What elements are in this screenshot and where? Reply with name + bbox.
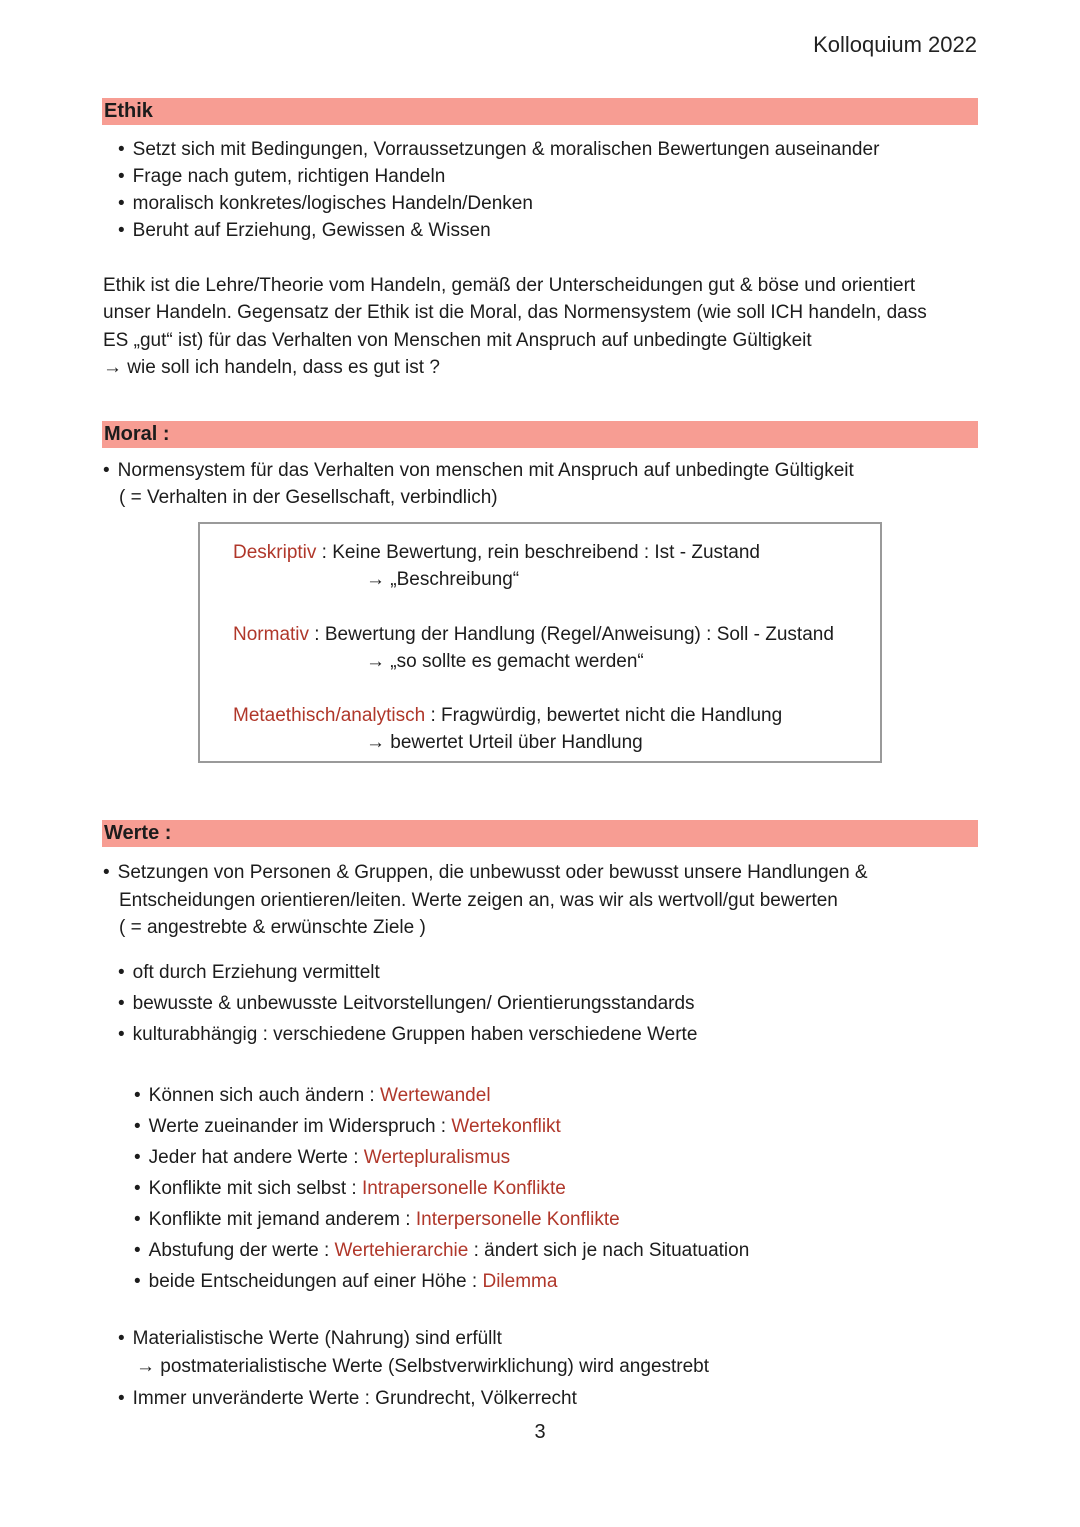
- werte-term-wertepluralismus: • Jeder hat andere Werte : Wertepluralismus: [134, 1144, 510, 1171]
- metaethisch-definition: : Fragwürdig, bewertet nicht die Handlung: [425, 705, 783, 726]
- moral-note: ( = Verhalten in der Gesellschaft, verbindlich): [119, 487, 498, 508]
- section-heading-werte: Werte :: [102, 820, 978, 847]
- term-wertehierarchie: Wertehierarchie: [334, 1240, 469, 1261]
- term-wertewandel: Wertewandel: [380, 1085, 491, 1106]
- werte-bullet-1: • oft durch Erziehung vermittelt: [118, 959, 380, 986]
- term-dilemma: Dilemma: [482, 1271, 558, 1292]
- ethik-paragraph-line-3: ES „gut“ ist) für das Verhalten von Menschen mit Anspruch auf unbedingte Gültigkeit: [103, 330, 812, 351]
- werte-intro-line-2: Entscheidungen orientieren/leiten. Werte zeigen an, was wir als wertvoll/gut bewerten: [119, 890, 838, 911]
- ethik-bullet-1: • Setzt sich mit Bedingungen, Vorraussetzungen & moralischen Bewertungen auseinander: [118, 136, 879, 163]
- term-metaethisch: Metaethisch/analytisch: [233, 705, 426, 726]
- box-metaethisch-line: [233, 702, 782, 729]
- werte-postmaterialistisch: → postmaterialistische Werte (Selbstverwirklichung) wird angestrebt: [136, 1356, 710, 1377]
- page-number: 3: [534, 1421, 546, 1443]
- term-wertepluralismus: Wertepluralismus: [363, 1147, 511, 1168]
- werte-intro-line-3: ( = angestrebte & erwünschte Ziele ): [119, 917, 426, 938]
- deskriptiv-definition: : Keine Bewertung, rein beschreibend : Ist - Zustand: [316, 542, 760, 563]
- werte-term-wertewandel: • Können sich auch ändern : Wertewandel: [134, 1082, 491, 1109]
- werte-term-interpersonelle-konflikte: • Konflikte mit jemand anderem : Interpersonelle Konflikte: [134, 1206, 620, 1233]
- werte-bullet-3: • kulturabhängig : verschiedene Gruppen haben verschiedene Werte: [118, 1021, 697, 1048]
- werte-unveraendert: • Immer unveränderte Werte : Grundrecht, Völkerrecht: [118, 1385, 577, 1412]
- document-header-title: Kolloquium 2022: [813, 32, 977, 57]
- ethik-bullet-4: • Beruht auf Erziehung, Gewissen & Wissen: [118, 217, 491, 244]
- section-heading-moral: Moral :: [102, 421, 978, 448]
- werte-term-wertekonflikt: • Werte zueinander im Widerspruch : Wertekonflikt: [134, 1113, 561, 1140]
- ethik-paragraph-line-4: → wie soll ich handeln, dass es gut ist ?: [103, 357, 440, 378]
- werte-intro-line-1: • Setzungen von Personen & Gruppen, die unbewusst oder bewusst unsere Handlungen &: [103, 859, 868, 886]
- deskriptiv-arrow-line: → „Beschreibung“: [366, 569, 520, 590]
- ethik-paragraph-line-1: Ethik ist die Lehre/Theorie vom Handeln, gemäß der Unterscheidungen gut & böse und orientiert: [103, 275, 916, 296]
- werte-term-intrapersonelle-konflikte: • Konflikte mit sich selbst : Intrapersonelle Konflikte: [134, 1175, 566, 1202]
- term-wertekonflikt: Wertekonflikt: [451, 1116, 561, 1137]
- ethik-bullet-3: • moralisch konkretes/logisches Handeln/Denken: [118, 190, 533, 217]
- term-intrapersonelle-konflikte: Intrapersonelle Konflikte: [361, 1178, 566, 1199]
- ethik-bullet-2: • Frage nach gutem, richtigen Handeln: [118, 163, 445, 190]
- moral-bullet: • Normensystem für das Verhalten von menschen mit Anspruch auf unbedingte Gültigkeit: [103, 457, 854, 484]
- ethik-paragraph-line-2: unser Handeln. Gegensatz der Ethik ist die Moral, das Normensystem (wie soll ICH handeln, dass: [103, 302, 927, 323]
- metaethisch-arrow-line: → bewertet Urteil über Handlung: [366, 732, 643, 753]
- box-deskriptiv-line: [233, 539, 760, 566]
- box-normativ-line: [233, 621, 834, 648]
- werte-term-wertehierarchie: • Abstufung der werte : Wertehierarchie : ändert sich je nach Situatuation: [134, 1237, 749, 1264]
- normativ-definition: : Bewertung der Handlung (Regel/Anweisung) : Soll - Zustand: [309, 624, 834, 645]
- werte-bullet-2: • bewusste & unbewusste Leitvorstellungen/ Orientierungsstandards: [118, 990, 695, 1017]
- werte-materialistisch: • Materialistische Werte (Nahrung) sind erfüllt: [118, 1325, 502, 1352]
- section-heading-ethik: Ethik: [102, 98, 978, 125]
- normativ-arrow-line: → „so sollte es gemacht werden“: [366, 651, 644, 672]
- term-normativ: Normativ: [233, 624, 310, 645]
- werte-term-dilemma: • beide Entscheidungen auf einer Höhe : Dilemma: [134, 1268, 557, 1295]
- term-deskriptiv: Deskriptiv: [233, 542, 317, 563]
- term-interpersonelle-konflikte: Interpersonelle Konflikte: [415, 1209, 620, 1230]
